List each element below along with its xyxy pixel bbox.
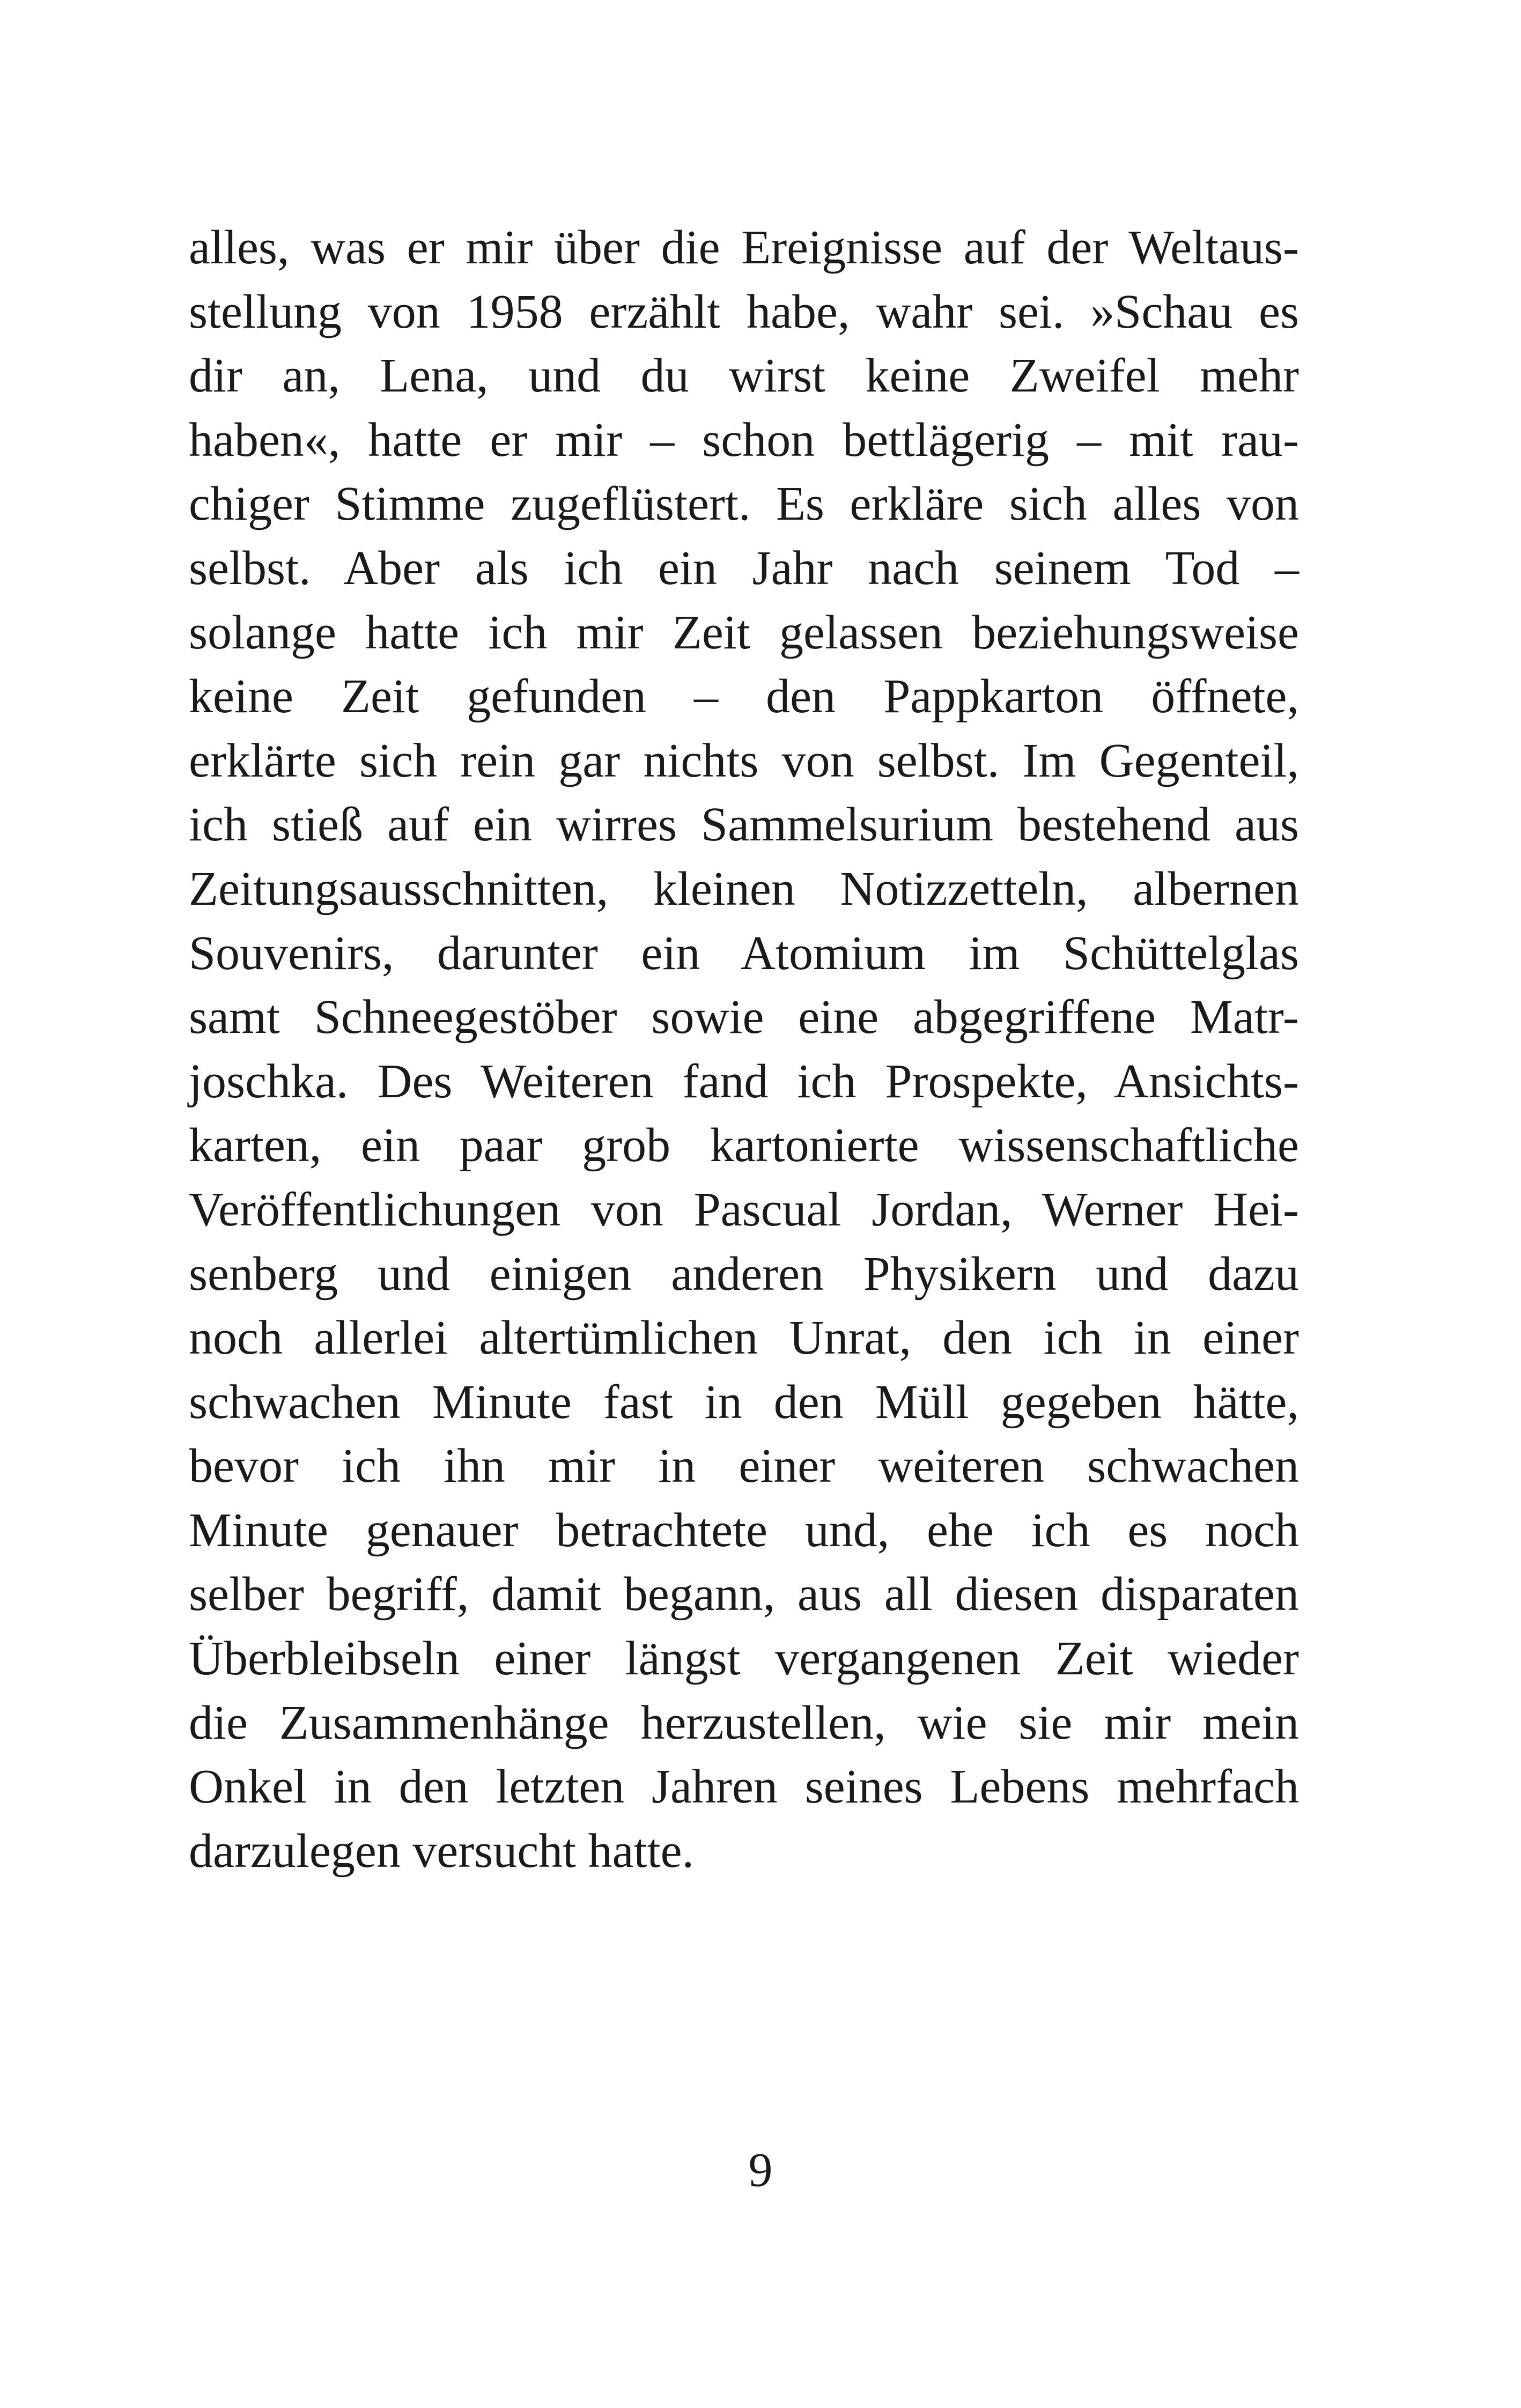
text-line: Souvenirs, darunter ein Atomium im Schüttelglas: [189, 926, 1299, 980]
text-line: Zeitungsausschnitten, kleinen Notizzetteln, albernen: [189, 862, 1299, 915]
page-number: 9: [748, 2144, 773, 2197]
text-line: samt Schneegestöber sowie eine abgegriffene Matr-: [189, 991, 1299, 1044]
text-line: Veröffentlichungen von Pascual Jordan, Werner Hei-: [189, 1183, 1299, 1236]
text-line: selber begriff, damit begann, aus all diesen disparaten: [189, 1568, 1299, 1621]
text-line: darzulegen versucht hatte.: [189, 1824, 695, 1878]
text-line: Onkel in den letzten Jahren seines Lebens mehrfach: [189, 1760, 1299, 1814]
text-line: karten, ein paar grob kartonierte wissenschaftliche: [189, 1119, 1299, 1172]
text-line: stellung von 1958 erzählt habe, wahr sei. »Schau es: [189, 285, 1299, 338]
text-line: Minute genauer betrachtete und, ehe ich es noch: [189, 1503, 1299, 1557]
text-line: erklärte sich rein gar nichts von selbst. Im Gegenteil,: [189, 734, 1299, 787]
text-line: joschka. Des Weiteren fand ich Prospekte, Ansichts-: [189, 1054, 1299, 1108]
text-line: dir an, Lena, und du wirst keine Zweifel mehr: [189, 349, 1299, 403]
text-line: Überbleibseln einer längst vergangenen Zeit wieder: [189, 1632, 1299, 1686]
text-line: selbst. Aber als ich ein Jahr nach seinem Tod –: [189, 541, 1299, 595]
text-line: noch allerlei altertümlichen Unrat, den ich in einer: [189, 1311, 1299, 1365]
body-paragraph: [189, 216, 1299, 1883]
text-line: ich stieß auf ein wirres Sammelsurium bestehend aus: [189, 798, 1299, 852]
text-line: keine Zeit gefunden – den Pappkarton öffnete,: [189, 670, 1299, 723]
text-line: bevor ich ihn mir in einer weiteren schwachen: [189, 1439, 1299, 1493]
text-line: alles, was er mir über die Ereignisse auf der Weltaus-: [189, 221, 1299, 274]
text-line: senberg und einigen anderen Physikern und dazu: [189, 1247, 1299, 1301]
text-line: haben«, hatte er mir – schon bettlägerig – mit rau-: [189, 413, 1299, 467]
text-line: solange hatte ich mir Zeit gelassen beziehungsweise: [189, 605, 1299, 659]
text-line: die Zusammenhänge herzustellen, wie sie mir mein: [189, 1696, 1299, 1749]
text-line: schwachen Minute fast in den Müll gegeben hätte,: [189, 1375, 1299, 1429]
text-line: chiger Stimme zugeflüstert. Es erkläre sich alles von: [189, 477, 1299, 531]
